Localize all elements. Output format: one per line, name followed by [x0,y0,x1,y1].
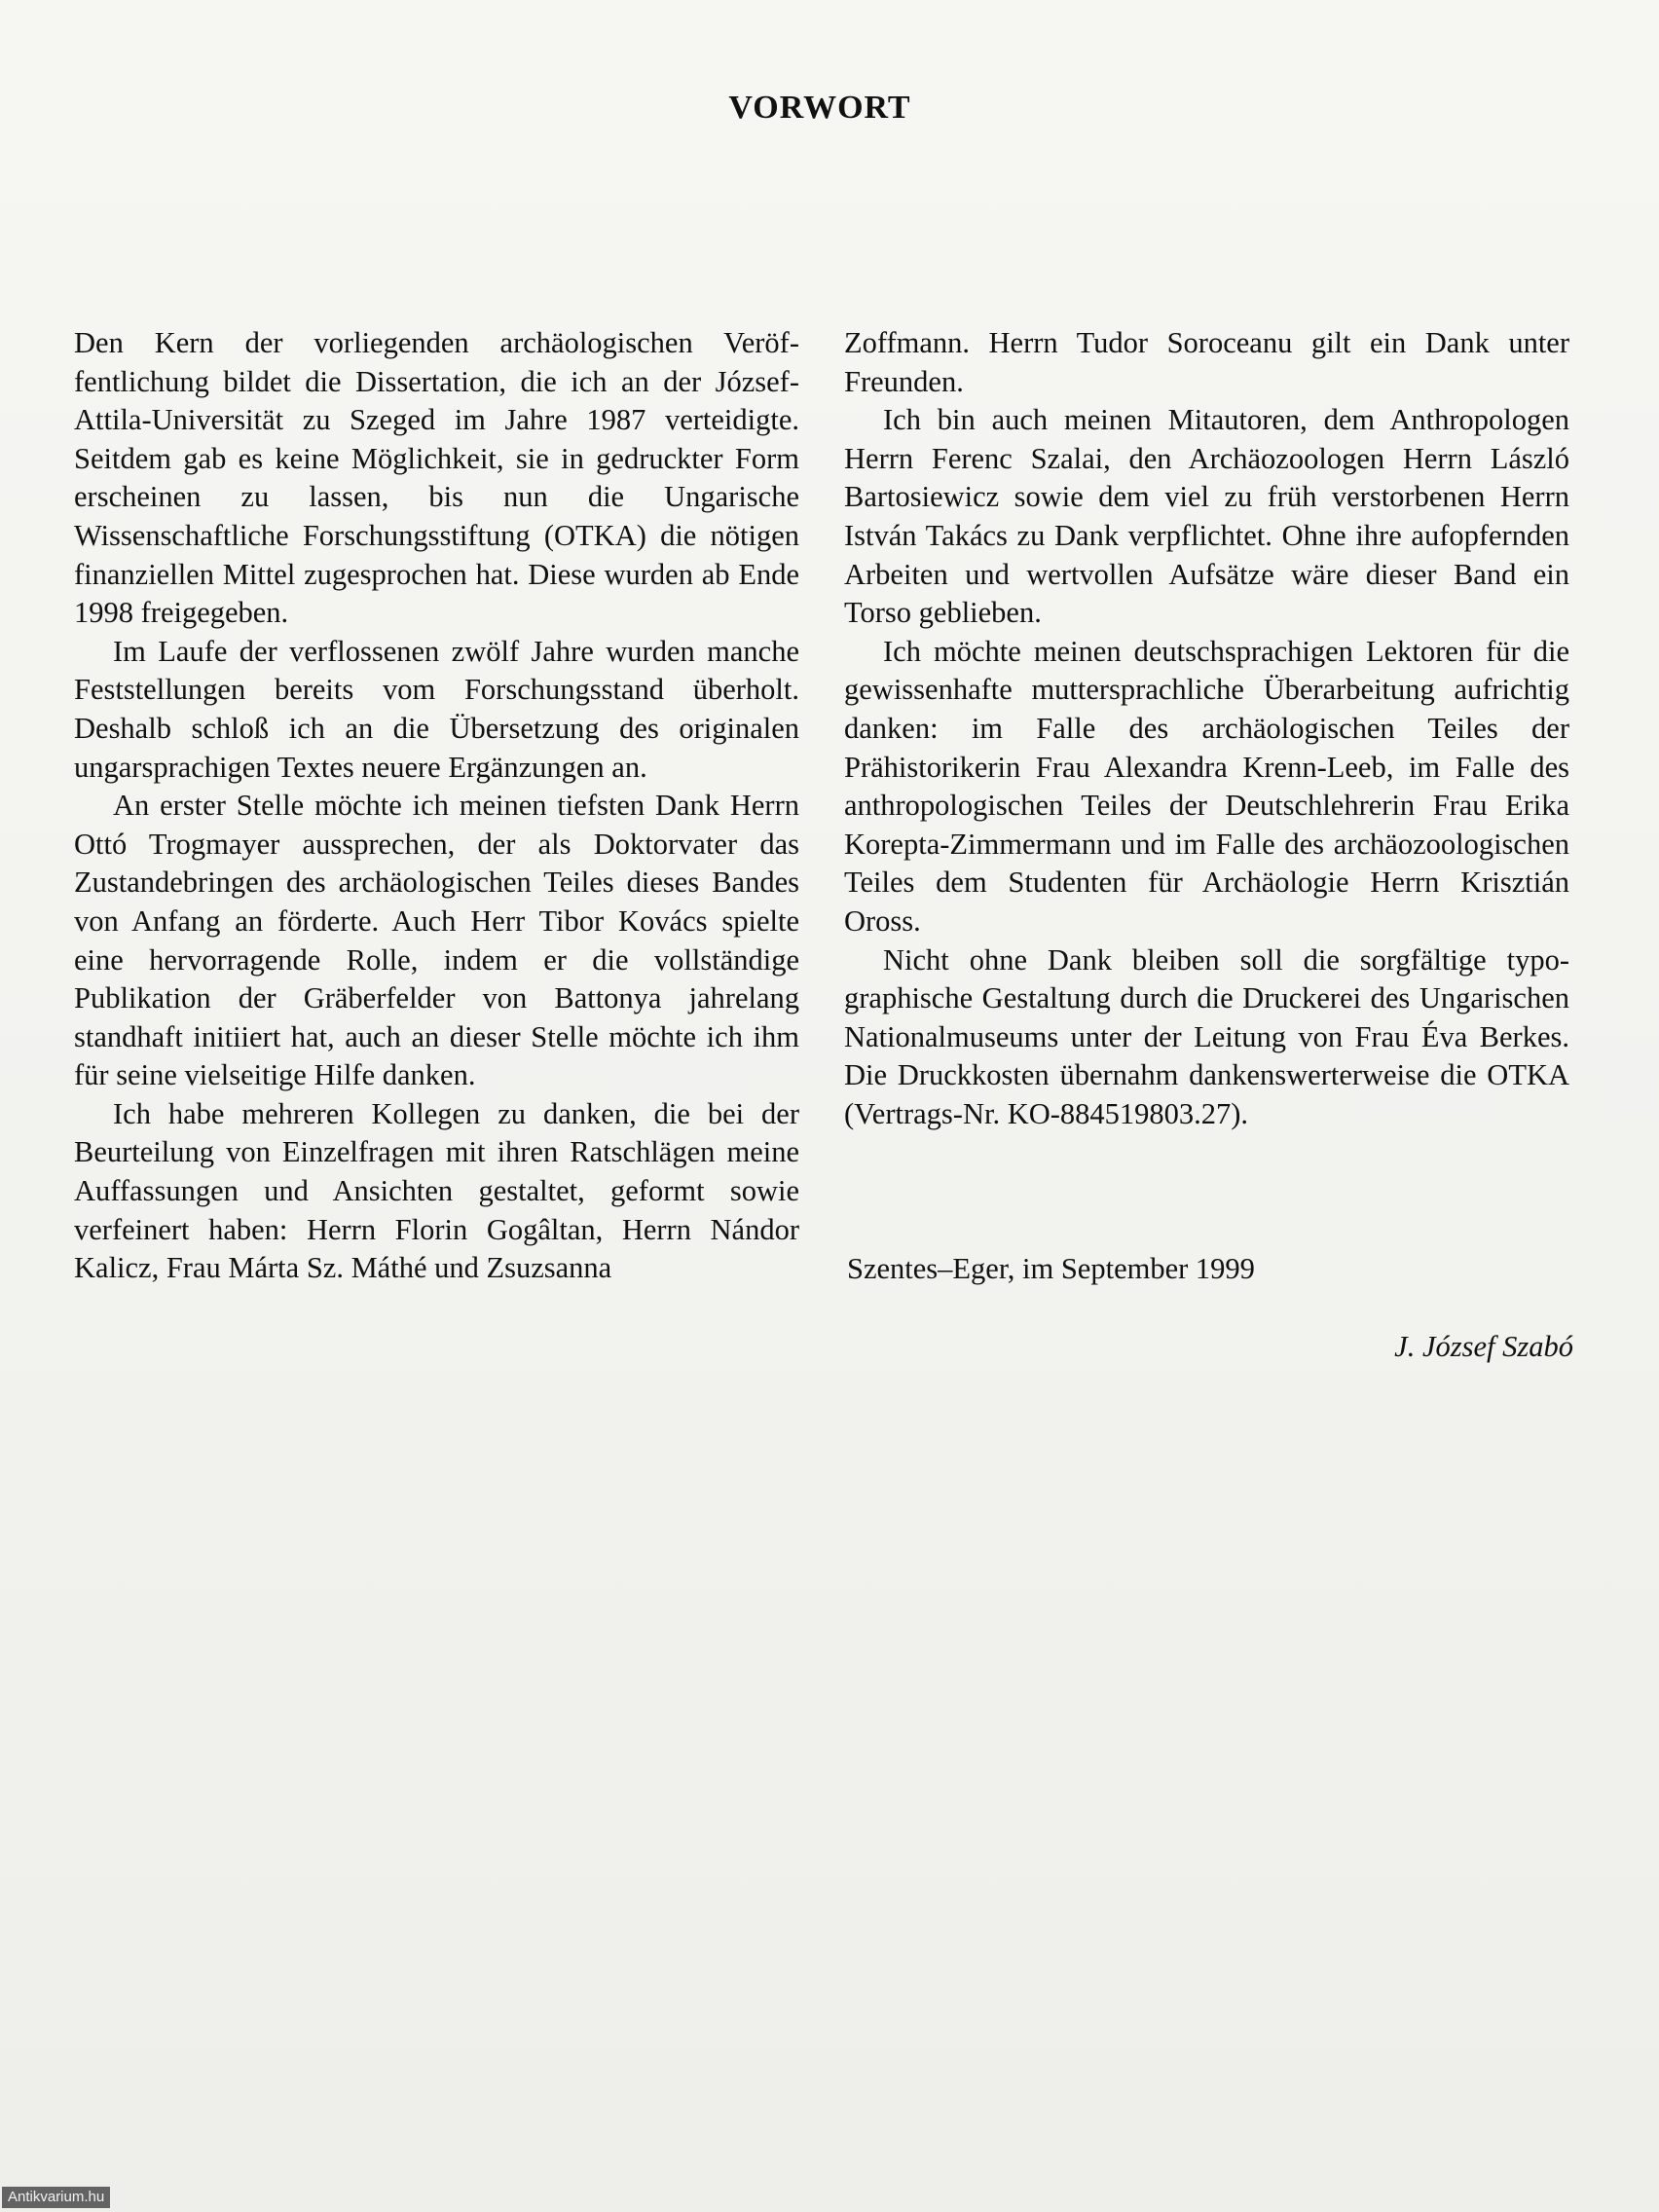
paragraph: An erster Stelle möchte ich meinen tiefsten Dank Herrn Ottó Trogmayer aussprechen, der als Doktorvater das Zustandebringen des archäologischen Teiles dieses Bandes von Anfang an förderte. Auch Herr Tibor Kovács spielte eine hervorragende Rolle, indem er die vollständige Publikation der Gräberfelder von Battonya jahrelang standhaft initiiert hat, auch an dieser Stelle möchte ich ihm für seine vielseitige Hilfe danken. [74,789,799,1092]
paragraph: Im Laufe der verflossenen zwölf Jahre wurden manche Feststellungen bereits vom Forschungsstand überholt. Deshalb schloß ich an die Übersetzung des originalen ungarsprachigen Textes neuere Ergänzungen an. [74,634,799,784]
paragraph: Ich möchte meinen deutschsprachigen Lektoren für die gewissenhafte muttersprachliche Überarbeitung aufrichtig danken: im Falle des archäologischen Teiles der Prähistorikerin Frau Alexandra Krenn-Leeb, im Falle des anthropologischen Teiles der Deutschlehrerin Frau Erika Korepta-Zimmermann und im Falle des archäozoologischen Teiles dem Studenten für Archäologie Herrn Krisztián Oross. [844,634,1569,938]
left-column [74,324,799,1288]
paragraph: Den Kern der vorliegenden archäologischen Veröffentlichung bildet die Dissertation, die ich an der József-Attila-Universität zu Szeged im Jahre 1987 verteidigte. Seitdem gab es keine Möglichkeit, sie in gedruckter Form erscheinen zu lassen, bis nun die Ungarische Wissenschaftliche Forschungsstiftung (OTKA) die nötigen finanziellen Mittel zugesprochen hat. Diese wurden ab Ende 1998 freigegeben. [74,326,799,630]
paragraph: Ich bin auch meinen Mitautoren, dem Anthropologen Herrn Ferenc Szalai, den Archäozoologen Herrn László Bartosiewicz sowie dem viel zu früh verstorbenen Herrn István Takács zu Dank verpflichtet. Ohne ihre aufopfernden Arbeiten und wertvollen Aufsätze wäre dieser Band ein Torso geblieben. [844,403,1569,630]
right-column [844,324,1569,1133]
watermark: Antikvarium.hu [2,2187,110,2208]
page-title: VORWORT [728,90,911,126]
paragraph: Ich habe mehreren Kollegen zu danken, die bei der Beurteilung von Einzelfragen mit ihren Ratschlägen meine Auffassungen und Ansichten gestaltet, geformt sowie verfeinert haben: Herrn Florin Gogâltan, Herrn Nándor Kalicz, Frau Márta Sz. Máthé und Zsuzsanna [74,1096,799,1285]
place-date: Szentes–Eger, im September 1999 [847,1252,1255,1285]
paragraph: Zoffmann. Herrn Tudor Soroceanu gilt ein Dank unter Freunden. [844,326,1569,398]
paragraph: Nicht ohne Dank bleiben soll die sorgfältige typographische Gestaltung durch die Druckerei des Ungarischen Nationalmuseums unter der Leitung von Frau Éva Berkes. Die Druckkosten übernahm dankenswerterweise die OTKA (Vertrags-Nr. KO-884519803.27). [844,942,1569,1130]
author-signature: J. József Szabó [1394,1330,1573,1363]
